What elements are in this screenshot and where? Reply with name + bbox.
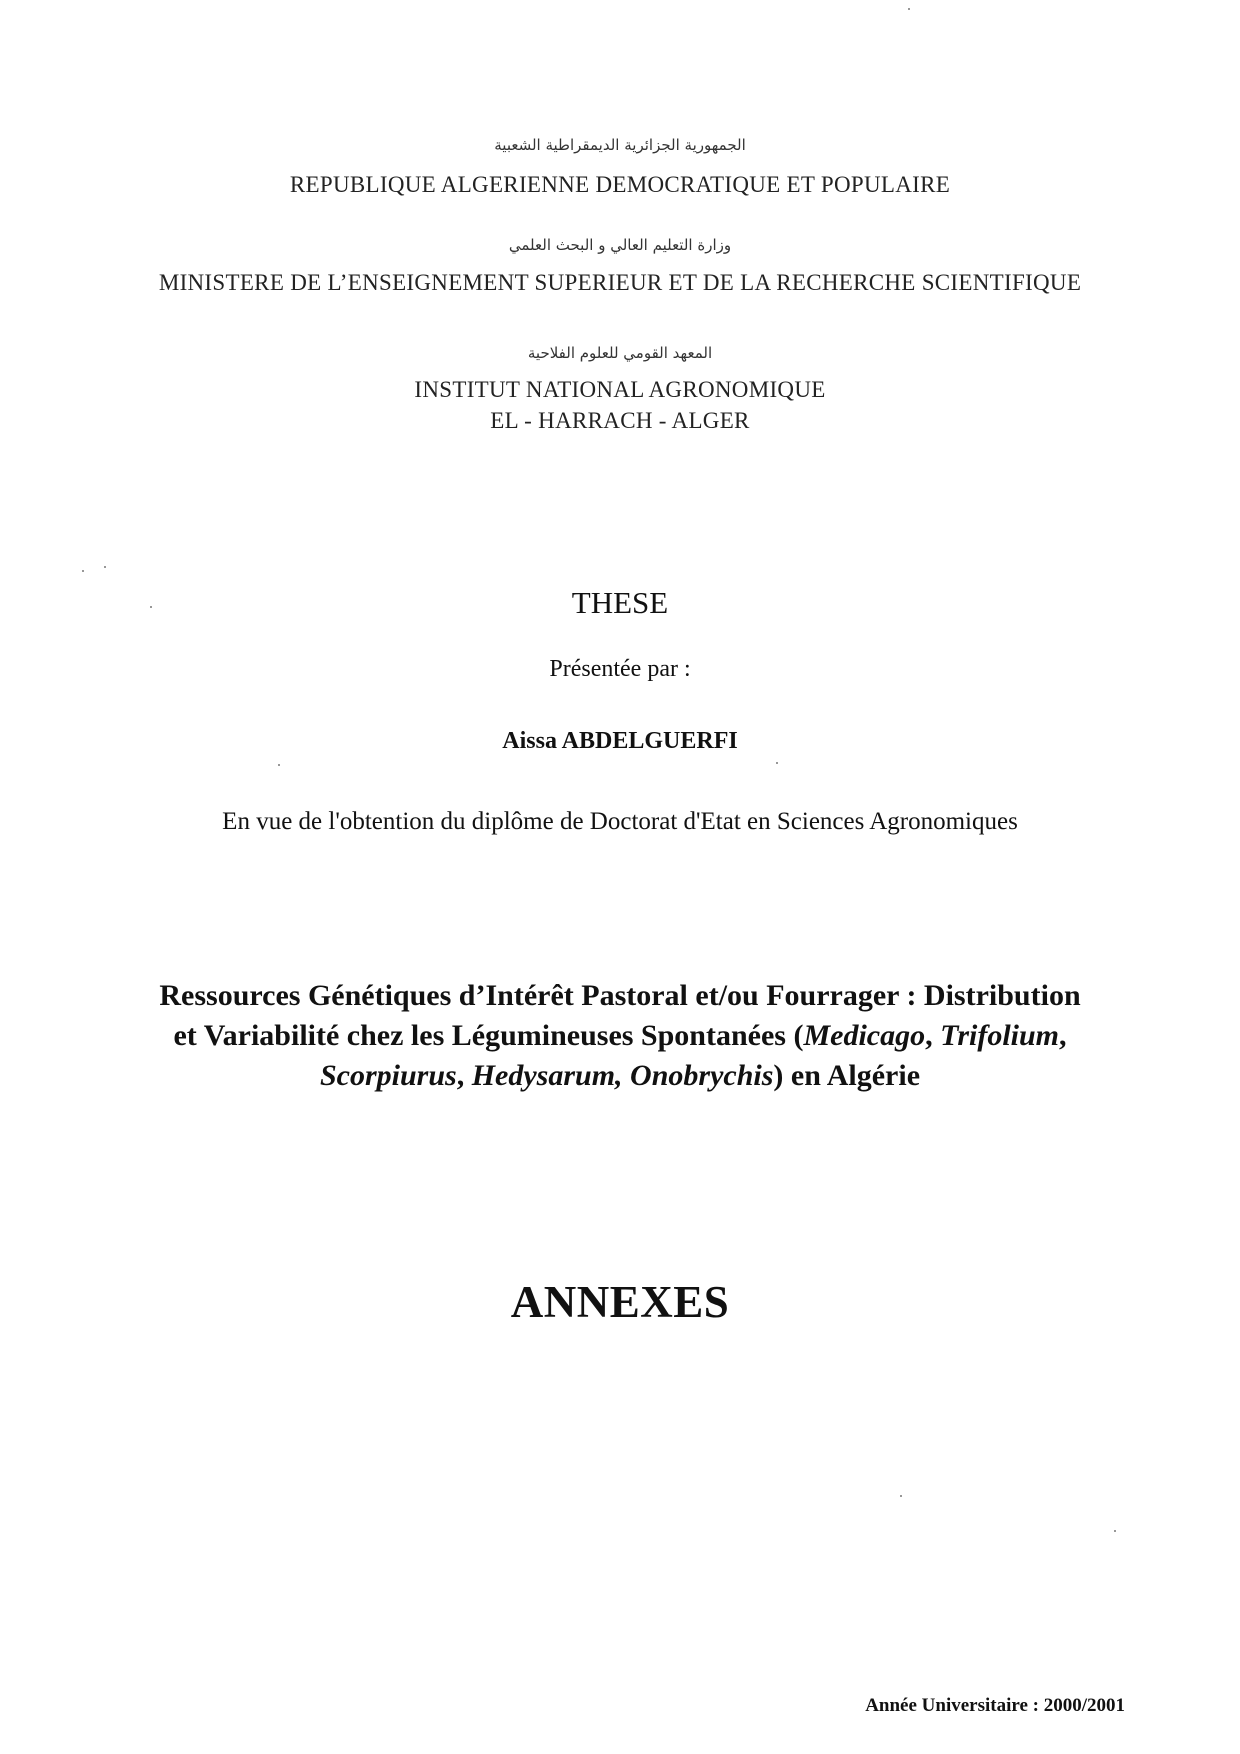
scan-speck bbox=[278, 764, 280, 766]
genus-hedysarum: Hedysarum, bbox=[471, 1059, 623, 1092]
genus-medicago: Medicago bbox=[803, 1019, 926, 1052]
genus-scorpiurus: Scorpiurus bbox=[319, 1059, 457, 1092]
thesis-label: THESE bbox=[571, 585, 669, 620]
institute-arabic-heading: المعهد القومي للعلوم الفلاحية bbox=[527, 344, 713, 362]
thesis-title-line-2: et Variabilité chez les Légumineuses Spontanées (Medicago, Trifolium, bbox=[173, 1019, 1067, 1052]
author-last-name: ABDELGUERFI bbox=[561, 728, 738, 754]
republic-arabic-heading: الجمهورية الجزائرية الديمقراطية الشعبية bbox=[494, 136, 746, 154]
thesis-title-line-3: Scorpiurus, Hedysarum, Onobrychis) en Algérie bbox=[319, 1059, 921, 1092]
scan-speck bbox=[82, 570, 84, 572]
ministry-arabic-heading: وزارة التعليم العالي و البحث العلمي bbox=[508, 236, 732, 254]
scan-speck bbox=[908, 8, 910, 10]
thesis-title-line-1: Ressources Génétiques d’Intérêt Pastoral et/ou Fourrager : Distribution bbox=[159, 979, 1081, 1012]
author-name bbox=[0, 728, 1240, 755]
institute-heading: INSTITUT NATIONAL AGRONOMIQUE bbox=[414, 377, 826, 402]
academic-year: Année Universitaire : 2000/2001 bbox=[865, 1695, 1125, 1716]
genus-trifolium: Trifolium bbox=[940, 1019, 1060, 1052]
scan-speck bbox=[150, 606, 152, 608]
degree-statement: En vue de l'obtention du diplôme de Doctorat d'Etat en Sciences Agronomiques bbox=[222, 808, 1018, 835]
annexes-heading: ANNEXES bbox=[510, 1277, 730, 1327]
scan-speck bbox=[1114, 1530, 1116, 1532]
presented-by-label: Présentée par : bbox=[549, 656, 691, 682]
ministry-heading: MINISTERE DE L’ENSEIGNEMENT SUPERIEUR ET DE LA RECHERCHE SCIENTIFIQUE bbox=[158, 270, 1082, 295]
scan-speck bbox=[900, 1495, 902, 1497]
institute-location: EL - HARRACH - ALGER bbox=[490, 408, 750, 433]
author-first-name: Aissa bbox=[502, 728, 557, 754]
republic-heading: REPUBLIQUE ALGERIENNE DEMOCRATIQUE ET POPULAIRE bbox=[289, 172, 951, 197]
scan-speck bbox=[776, 762, 778, 764]
scan-speck bbox=[104, 566, 106, 568]
genus-onobrychis: Onobrychis bbox=[630, 1059, 774, 1092]
thesis-title bbox=[0, 976, 1240, 1096]
